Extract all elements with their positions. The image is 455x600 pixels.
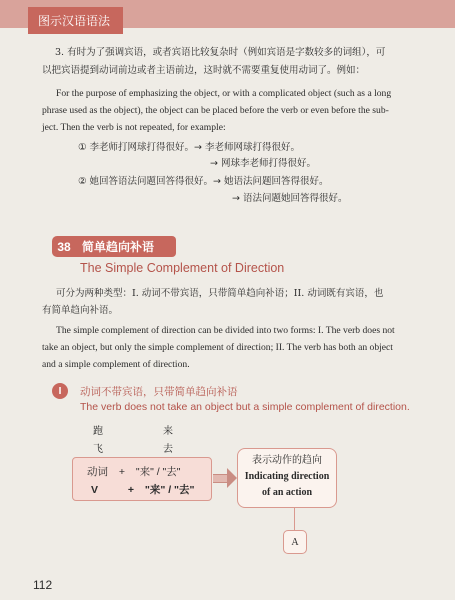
section-number: 38 — [52, 236, 76, 257]
example-2b: → 语法问题她回答得很好。 — [232, 193, 348, 204]
para2-en-line2: take an object, but only the simple complement of direction; II. The verb has both an object — [42, 342, 393, 353]
structure-row-en — [87, 482, 195, 497]
para1-cn-line2: 以把宾语提到动词前边或者主语前边，这时就不需要重复使用动词了。例如： — [42, 65, 366, 76]
complement-word-lai: 来 — [163, 426, 173, 437]
label-a-box: A — [283, 530, 307, 554]
section-title-cn: 简单趋向补语 — [76, 236, 176, 257]
structure-verb-v: V — [91, 484, 99, 496]
meaning-en-line2: of an action — [262, 487, 312, 498]
para1-en-line3: ject. Then the verb is not repeated, for example: — [42, 122, 226, 133]
complement-word-qu: 去 — [163, 444, 173, 455]
book-title: 图示汉语语法 — [38, 14, 111, 28]
example-2a: ② 她回答语法问题回答得很好。→ 她语法问题回答得很好。 — [78, 176, 329, 187]
para1-en-line1: For the purpose of emphasizing the object, or with a complicated object (such as a long — [56, 88, 392, 99]
structure-verb-cn: 动词 — [87, 466, 108, 478]
para1-cn-line1: 3. 有时为了强调宾语，或者宾语比较复杂时（例如宾语是字数较多的词组），可 — [55, 47, 386, 58]
structure-plus-1: + — [118, 466, 125, 478]
structure-box — [72, 457, 212, 501]
para2-en-line3: and a simple complement of direction. — [42, 359, 190, 370]
connector-line — [294, 508, 295, 530]
page-number: 112 — [33, 578, 53, 592]
structure-plus-2: + — [127, 484, 134, 496]
para1-en-line2: phrase used as the object), the object can be placed before the verb or even before the sub- — [42, 105, 389, 116]
right-arrow-icon — [227, 468, 237, 488]
verb-word-fei: 飞 — [93, 444, 103, 455]
meaning-box — [237, 448, 337, 508]
structure-complement-2: "来" / "去" — [144, 484, 195, 496]
book-title-tab — [28, 7, 123, 34]
section-title-en: The Simple Complement of Direction — [80, 261, 285, 275]
para2-en-line1: The simple complement of direction can be divided into two forms: I. The verb does not — [56, 325, 395, 336]
para2-cn-line2: 有简单趋向补语。 — [42, 305, 119, 316]
structure-row-cn — [87, 464, 181, 479]
subsection-title-cn: 动词不带宾语，只带简单趋向补语 — [80, 386, 238, 398]
structure-complement-1: "来" / "去" — [135, 466, 181, 478]
meaning-cn: 表示动作的趋向 — [252, 455, 322, 466]
para2-cn-line1: 可分为两种类型：I. 动词不带宾语，只带简单趋向补语；II. 动词既有宾语，也 — [56, 288, 384, 299]
subsection-title-en: The verb does not take an object but a simple complement of direction. — [80, 401, 410, 413]
arrow-shaft — [213, 474, 227, 483]
example-1b: → 网球李老师打得很好。 — [210, 158, 316, 169]
verb-word-pao: 跑 — [93, 426, 103, 437]
example-1a: ① 李老师打网球打得很好。→ 李老师网球打得很好。 — [78, 142, 301, 153]
subsection-number-badge: I — [52, 383, 68, 399]
meaning-en-line1: Indicating direction — [244, 471, 330, 482]
